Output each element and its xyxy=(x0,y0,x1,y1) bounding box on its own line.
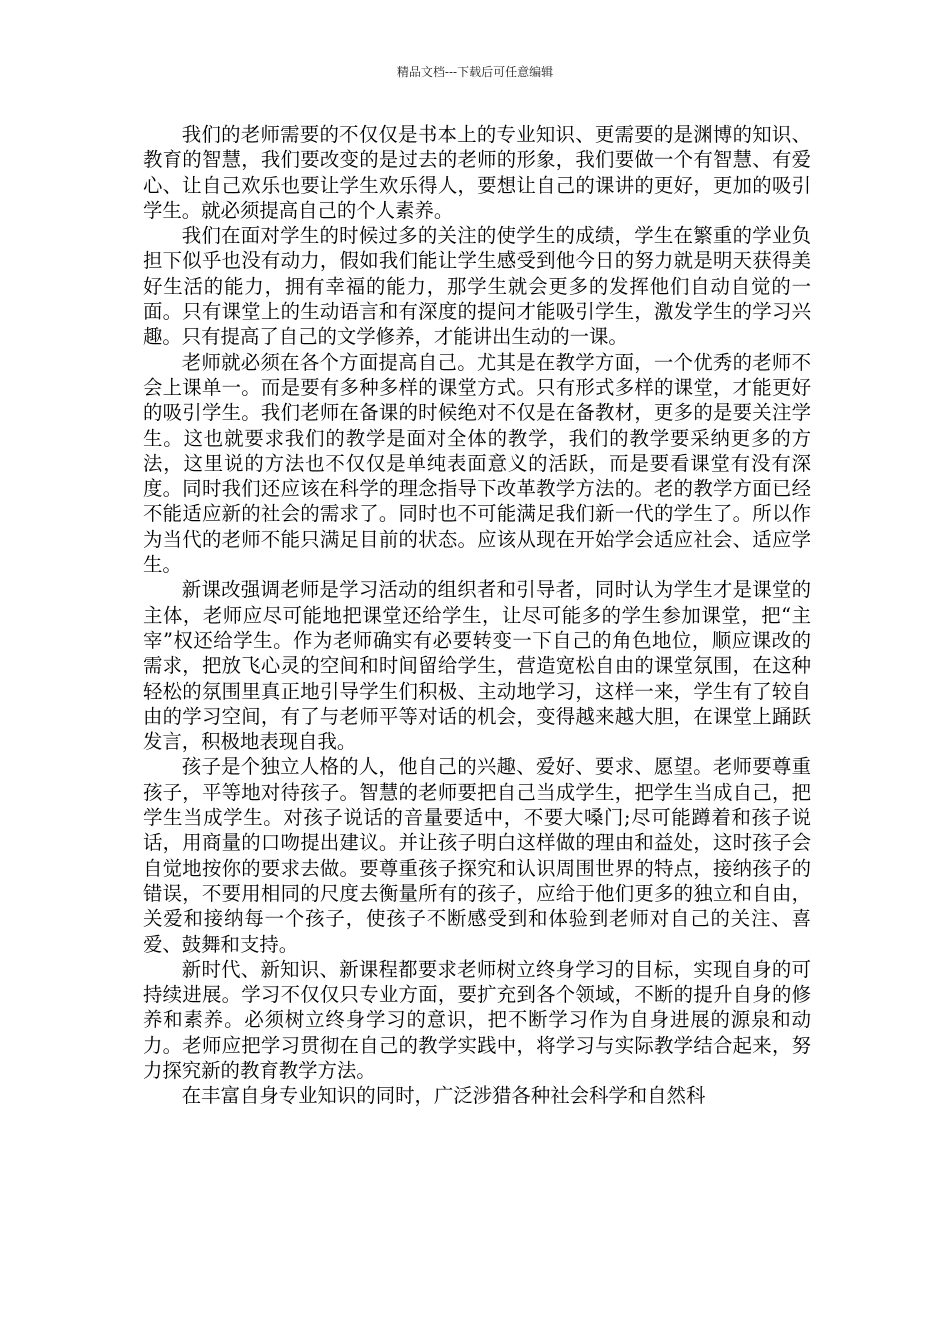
paragraph: 老师就必须在各个方面提高自己。尤其是在教学方面，一个优秀的老师不会上课单一。而是要有多种多样的课堂方式。只有形式多样的课堂，才能更好的吸引学生。我们老师在备课的时候绝对不仅是在备教材，更多的是要关注学生。这也就要求我们的教学是面对全体的教学，我们的教学要采纳更多的方法，这里说的方法也不仅仅是单纯表面意义的活跃，而是要看课堂有没有深度。同时我们还应该在科学的理念指导下改革教学方法的。老的教学方面已经不能适应新的社会的需求了。同时也不可能满足我们新一代的学生了。所以作为当代的老师不能只满足目前的状态。应该从现在开始学会适应社会、适应学生。 xyxy=(143,350,811,577)
paragraph: 孩子是个独立人格的人，他自己的兴趣、爱好、要求、愿望。老师要尊重孩子，平等地对待孩子。智慧的老师要把自己当成学生，把学生当成自己，把学生当成学生。对孩子说话的音量要适中，不要大嗓门;尽可能蹲着和孩子说话，用商量的口吻提出建议。并让孩子明白这样做的理由和益处，这时孩子会自觉地按你的要求去做。要尊重孩子探究和认识周围世界的特点，接纳孩子的错误，不要用相同的尺度去衡量所有的孩子，应给于他们更多的独立和自由，关爱和接纳每一个孩子，使孩子不断感受到和体验到老师对自己的关注、喜爱、鼓舞和支持。 xyxy=(143,755,811,956)
page-header: 精品文档---下载后可任意编辑 xyxy=(396,65,554,79)
document-body xyxy=(143,122,811,1109)
paragraph: 新课改强调老师是学习活动的组织者和引导者，同时认为学生才是课堂的主体，老师应尽可能地把课堂还给学生，让尽可能多的学生参加课堂，把“主宰”权还给学生。作为老师确实有必要转变一下自己的角色地位，顺应课改的需求，把放飞心灵的空间和时间留给学生，营造宽松自由的课堂氛围，在这种轻松的氛围里真正地引导学生们积极、主动地学习，这样一来，学生有了较自由的学习空间，有了与老师平等对话的机会，变得越来越大胆，在课堂上踊跃发言，积极地表现自我。 xyxy=(143,578,811,754)
paragraph: 新时代、新知识、新课程都要求老师树立终身学习的目标，实现自身的可持续进展。学习不仅仅只专业方面，要扩充到各个领域，不断的提升自身的修养和素养。必须树立终身学习的意识，把不断学习作为自身进展的源泉和动力。老师应把学习贯彻在自己的教学实践中，将学习与实际教学结合起来，努力探究新的教育教学方法。 xyxy=(143,957,811,1082)
paragraph: 我们在面对学生的时候过多的关注的使学生的成绩，学生在繁重的学业负担下似乎也没有动力，假如我们能让学生感受到他今日的努力就是明天获得美好生活的能力，拥有幸福的能力，那学生就会更多的发挥他们自动自觉的一面。只有课堂上的生动语言和有深度的提问才能吸引学生，激发学生的学习兴趣。只有提高了自己的文学修养，才能讲出生动的一课。 xyxy=(143,224,811,349)
paragraph: 我们的老师需要的不仅仅是书本上的专业知识、更需要的是渊博的知识、教育的智慧，我们要改变的是过去的老师的形象，我们要做一个有智慧、有爱心、让自己欢乐也要让学生欢乐得人，要想让自己的课讲的更好，更加的吸引学生。就必须提高自己的个人素养。 xyxy=(143,123,811,222)
paragraph: 在丰富自身专业知识的同时，广泛涉猎各种社会科学和自然科 xyxy=(181,1084,706,1108)
